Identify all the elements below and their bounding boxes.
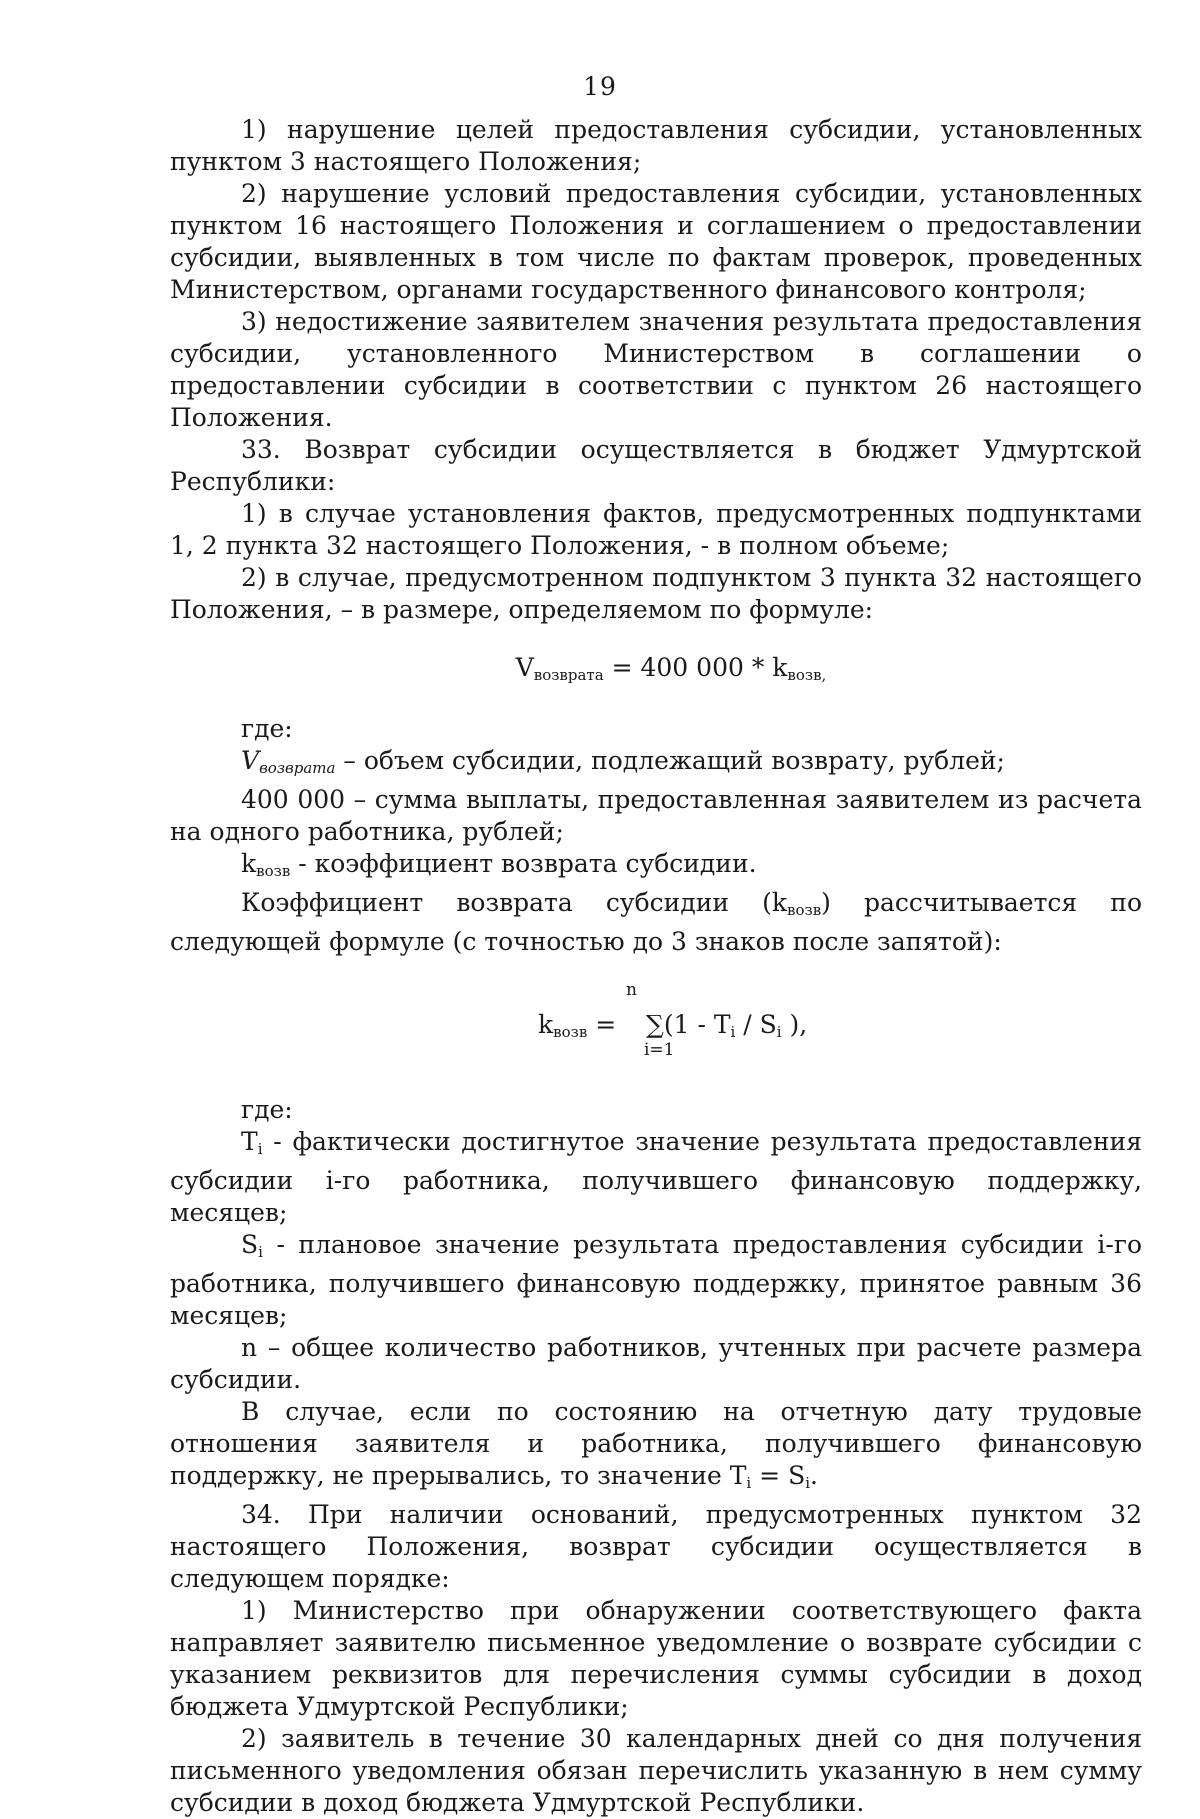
definition-s-subscript: i: [258, 1243, 263, 1261]
sum-upper-limit: n: [626, 980, 637, 1000]
sum-expr-sub-1: i: [730, 1023, 736, 1041]
definition-t: [170, 1126, 1142, 1229]
uninterrupted-case-a: В случае, если по состоянию на отчетную дату трудовые отношения заявителя и работника, получившего финансовую поддержку, не прерывались, то значение T: [170, 1397, 1142, 1490]
page-number: 19: [583, 72, 617, 101]
where-label-2: где:: [241, 1095, 293, 1124]
document-body: [170, 114, 1142, 1819]
formula-coefficient-lhs: [538, 1010, 616, 1041]
uninterrupted-case-sub-2: i: [805, 1474, 811, 1492]
sum-lower-limit: i=1: [644, 1040, 675, 1060]
definition-t-text: - фактически достигнутое значение результата предоставления субсидии i-го работника, получившего финансовую поддержку, месяцев;: [170, 1127, 1142, 1227]
definition-n: n – общее количество работников, учтенных при расчете размера субсидии.: [170, 1333, 1142, 1394]
paragraph-34-intro: 34. При наличии оснований, предусмотренных пунктом 32 настоящего Положения, возврат субсидии осуществляется в следующем порядке:: [170, 1500, 1142, 1593]
definition-t-symbol: T: [241, 1127, 258, 1156]
formula-coefficient: [170, 980, 1142, 1070]
coefficient-intro-subscript: возв: [787, 901, 822, 919]
definition-t-subscript: i: [257, 1140, 263, 1158]
definition-v-refund: [170, 745, 1142, 784]
sum-expr-b: / S: [735, 1010, 777, 1039]
formula-rhs: = 400 000 * k: [603, 653, 788, 682]
paragraph-33-item-2: 2) в случае, предусмотренном подпунктом 3 пункта 32 настоящего Положения, – в размере, определяемом по формуле:: [170, 563, 1142, 624]
sum-expr-a: ∑(1 - T: [646, 1010, 731, 1039]
formula-coefficient-block: [538, 980, 838, 1070]
definition-s-text: - плановое значение результата предоставления субсидии i-го работника, получившего финансовую поддержку, принятое равным 36 месяцев;: [170, 1230, 1142, 1330]
coefficient-intro-a: Коэффициент возврата субсидии (k: [241, 888, 788, 917]
paragraph-32-item-2: 2) нарушение условий предоставления субсидии, установленных пунктом 16 настоящего Положения и соглашением о предоставлении субсидии, выявленных в том числе по фактам проверок, проведенных Министерством, органами государственного финансового контроля;: [170, 179, 1142, 304]
where-label-1: где:: [241, 714, 293, 743]
paragraph-34-item-2: 2) заявитель в течение 30 календарных дней со дня получения письменного уведомления обязан перечислить указанную в нем сумму субсидии в доход бюджета Удмуртской Республики.: [170, 1724, 1142, 1817]
paragraph-33-intro: 33. Возврат субсидии осуществляется в бюджет Удмуртской Республики:: [170, 435, 1142, 496]
formula-coefficient-expression: [646, 1010, 807, 1041]
paragraph-33-item-1: 1) в случае установления фактов, предусмотренных подпунктами 1, 2 пункта 32 настоящего Положения, - в полном объеме;: [170, 499, 1142, 560]
definition-k-subscript: возв: [256, 862, 291, 880]
definition-k-text: - коэффициент возврата субсидии.: [290, 849, 757, 878]
definition-v-subscript: возврата: [259, 759, 336, 777]
definition-amount: 400 000 – сумма выплаты, предоставленная заявителем из расчета на одного работника, рублей;: [170, 785, 1142, 846]
coefficient-intro-b: ) рассчитывается по следующей формуле (с точностью до 3 знаков после запятой):: [170, 888, 1142, 956]
sum-expr-c: ),: [781, 1010, 808, 1039]
sum-expr-sub-2: i: [776, 1023, 782, 1041]
coefficient-intro: [170, 887, 1142, 958]
definition-s: [170, 1229, 1142, 1332]
formula-lhs-symbol: V: [515, 653, 534, 682]
uninterrupted-case-sub-1: i: [746, 1474, 752, 1492]
formula-refund-volume: [170, 652, 1142, 691]
formula-coefficient-lhs-subscript: возв: [553, 1023, 588, 1041]
formula-coefficient-lhs-symbol: k: [538, 1010, 554, 1039]
definition-v-symbol: V: [241, 746, 260, 775]
paragraph-32-item-3: 3) недостижение заявителем значения результата предоставления субсидии, установленного Министерством в соглашении о предоставлении субсидии в соответствии с пунктом 26 настоящего Положения.: [170, 307, 1142, 432]
formula-lhs-subscript: возврата: [533, 666, 604, 684]
uninterrupted-case: [170, 1396, 1142, 1499]
paragraph-34-item-1: 1) Министерство при обнаружении соответствующего факта направляет заявителю письменное уведомление о возврате субсидии с указанием реквизитов для перечисления суммы субсидии в доход бюджета Удмуртской Республики;: [170, 1596, 1142, 1721]
formula-rhs-subscript: возв,: [787, 666, 827, 684]
definition-k-symbol: k: [241, 849, 257, 878]
uninterrupted-case-c: .: [810, 1461, 818, 1490]
paragraph-32-item-1: 1) нарушение целей предоставления субсидии, установленных пунктом 3 настоящего Положения;: [170, 115, 1142, 176]
definition-v-text: – объем субсидии, подлежащий возврату, рублей;: [335, 746, 1005, 775]
definition-s-symbol: S: [241, 1230, 259, 1259]
definition-k-refund: [170, 848, 1142, 887]
uninterrupted-case-b: = S: [751, 1461, 806, 1490]
formula-coefficient-equals: =: [587, 1010, 617, 1039]
